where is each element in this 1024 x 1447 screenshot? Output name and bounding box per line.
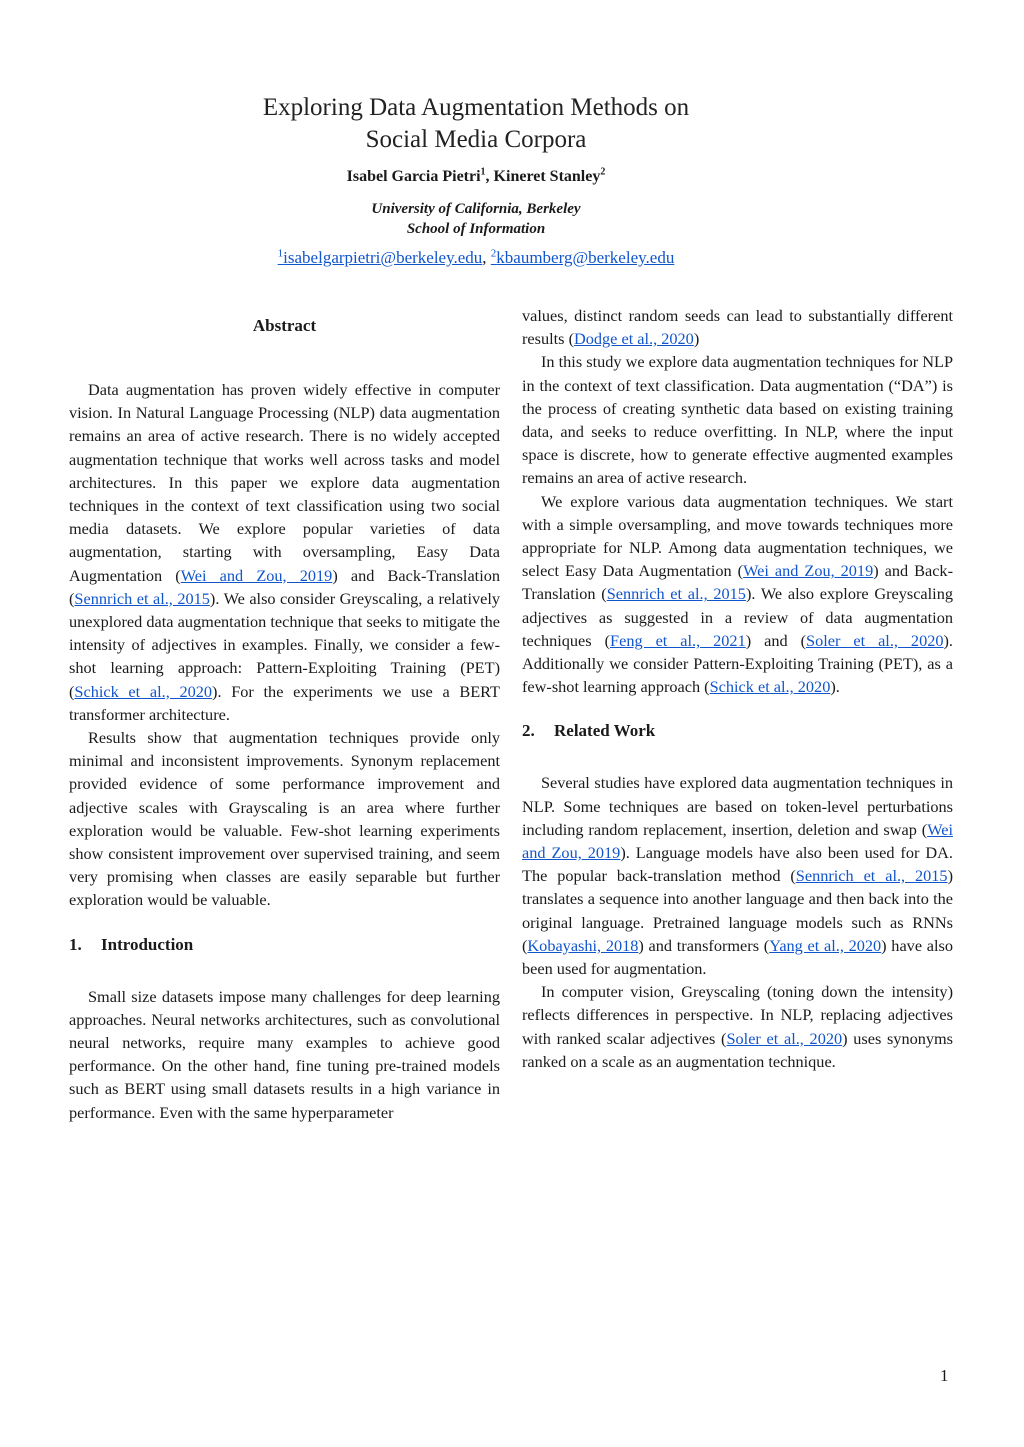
citation-link[interactable]: Yang et al., 2020 [769,935,882,955]
citation-link[interactable]: Schick et al., 2020 [709,677,831,697]
body-text: ). We also consider Greyscaling, a relatively unexplored data augmentation technique that seeks to mitigate the intensity of adjectives in examples. Finally, we consider a few-shot learning approach: Pattern-Exploiting Training (PET) ( [69,588,500,701]
body-text: ) [693,329,700,349]
citation-link[interactable]: Dodge et al., 2020 [574,329,694,349]
citation-link[interactable]: Sennrich et al., 2015 [74,588,210,608]
body-text: ). For the experiments we use a BERT transformer architecture. [69,681,501,724]
body-paragraph: Small size datasets impose many challenges for deep learning approaches. Neural networks architectures, such as convolutional neural networks, require many examples to achieve good performance. On the other hand, fine tuning pre-trained models such as BERT using small datasets results in a high variance in performance. Even with the same hyperparameter [69,986,500,1122]
affiliation-school: School of Information [406,221,546,237]
citation-link[interactable]: Wei and Zou, 2019 [522,819,953,863]
citation-link[interactable]: Sennrich et al., 2015 [795,866,948,886]
author-emails [0,246,952,270]
body-text: ) and transformers ( [638,935,770,955]
email-text: kbaumberg@berkeley.edu [496,248,675,267]
body-paragraph [522,490,953,699]
body-text: ). Additionally we consider Pattern-Exploiting Training (PET), as a few-shot learning approach ( [522,630,953,697]
email-marker: 2 [490,247,497,260]
section-number: 1. [69,934,82,954]
left-column [69,304,500,1124]
body-text: ). Language models have also been used for DA. The popular back-translation method ( [522,843,953,886]
body-text: ) translates a sequence into another language and then back into the original language. Pretrained language models such as RNNs ( [522,866,953,955]
citation-link[interactable]: Feng et al., 2021 [610,630,746,650]
section-heading-related-work [522,718,953,744]
email-separator: , [482,248,491,267]
abstract-paragraph: Results show that augmentation techniques provide only minimal and inconsistent improvements. Synonym replacement provided evidence of some performance improvement and adjective scales with Grayscaling is an area where further exploration would be valuable. Few-shot learning experiments show consistent improvement over supervised training, and seem very promising when classes are easily separable but further exploration would be valuable. [69,728,500,910]
body-text: In computer vision, Greyscaling (toning down the intensity) reflects differences in perspective. In NLP, replacing adjectives with ranked scalar adjectives ( [522,982,953,1048]
email-marker: 1 [277,247,284,260]
right-column [522,304,953,1073]
body-text: We explore various data augmentation techniques. We start with a simple oversampling, and move towards techniques more appropriate for NLP. Among data augmentation techniques, we select Easy Data Augmentation ( [522,491,953,581]
section-heading-introduction [69,932,500,958]
citation-link[interactable]: Soler et al., 2020 [726,1028,843,1048]
section-title: Related Work [554,721,656,741]
author-name: Kineret Stanley [493,168,601,185]
body-text: ) have also been used for augmentation. [522,935,953,979]
author-affil-marker: 1 [480,166,486,178]
body-paragraph [522,980,953,1073]
author-separator: , [485,168,494,185]
citation-link[interactable]: Sennrich et al., 2015 [606,584,746,604]
body-text: ) and ( [745,630,807,650]
email-text: isabelgarpietri@berkeley.edu [283,248,483,267]
title-line-1: Exploring Data Augmentation Methods on [262,94,690,121]
body-text: Several studies have explored data augmentation techniques in NLP. Some techniques are based on token-level perturbations including random replacement, insertion, deletion and swap ( [522,773,953,839]
body-text: ). We also explore Greyscaling adjectives as suggested in a review of data augmentation techniques ( [522,584,953,650]
body-text: ) and Back-Translation ( [522,561,953,604]
section-title: Introduction [101,934,194,954]
body-text: Data augmentation has proven widely effective in computer vision. In Natural Language Processing (NLP) data augmentation remains an area of active research. There is no widely accepted augmentation technique that works well across tasks and model architectures. In this paper we explore data augmentation techniques in the context of text classification using two social media datasets. We explore popular varieties of data augmentation, starting with oversampling, Easy Data Augmentation ( [69,380,500,585]
body-text: ). [830,677,840,697]
body-paragraph: In this study we explore data augmentation techniques for NLP in the context of text classification. Data augmentation (“DA”) is the process of creating synthetic data based on existing training data, and seeks to reduce overfitting. In NLP, where the input space is discrete, how to generate effective augmented examples remains an area of active research. [522,352,953,488]
affiliation [0,199,952,239]
author-list [0,166,952,188]
paper-title [0,92,952,156]
body-text: values, distinct random seeds can lead to substantially different results ( [522,306,953,349]
body-paragraph [522,771,953,980]
abstract-heading: Abstract [252,316,317,335]
email-link[interactable] [491,248,675,267]
author-affil-marker: 2 [600,166,606,178]
title-line-2: Social Media Corpora [365,126,587,153]
body-text: ) uses synonyms ranked on a scale as an augmentation technique. [522,1028,954,1071]
page-number: 1 [940,1366,949,1385]
citation-link[interactable]: Kobayashi, 2018 [527,935,639,955]
section-number: 2. [522,721,535,741]
body-paragraph-continued [522,304,953,350]
citation-link[interactable]: Wei and Zou, 2019 [180,565,333,585]
abstract-paragraph [69,378,500,726]
author-name: Isabel Garcia Pietri [346,168,481,185]
citation-link[interactable]: Wei and Zou, 2019 [743,561,874,581]
citation-link[interactable]: Schick et al., 2020 [74,681,213,701]
body-text: ) and Back-Translation ( [69,565,500,608]
email-link[interactable] [278,248,483,267]
affiliation-university: University of California, Berkeley [371,201,581,217]
citation-link[interactable]: Soler et al., 2020 [806,630,944,650]
